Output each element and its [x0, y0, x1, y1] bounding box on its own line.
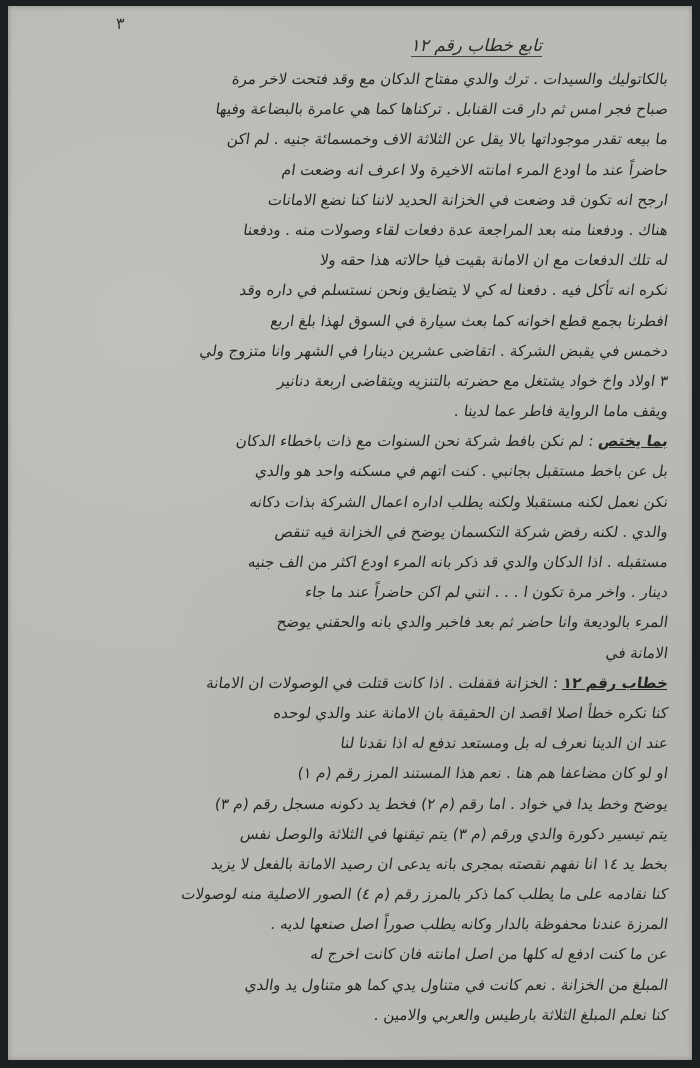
handwritten-text-body [48, 64, 668, 1030]
text-line: كنا نكره خطأ اصلا اقصد ان الحقيقة بان الامانة عند والدي لوحده [272, 703, 670, 722]
text-span: الخزانة فقفلت . اذا كانت قتلت في الوصولات ان الامانة [205, 673, 550, 692]
text-line: صباح فجر امس ثم دار قت القنابل . تركناها كما هي عامرة بالبضاعة وفيها [214, 100, 670, 119]
text-line: المبلغ من الخزانة . نعم كانت في متناول يدي كما هو متناول يد والدي [243, 975, 670, 994]
text-line: والدي . لكنه رفض شركة التكسمان يوضح في الخزانة فيه تنقص [273, 522, 670, 541]
text-line: ارجح انه تكون قد وضعت في الخزانة الحديد لاننا كنا نضع الامانات [266, 190, 670, 209]
letter-header: تابع خطاب رقم ١٢ [410, 36, 542, 56]
text-line: عن ما كنت ادفع له كلها من اصل امانته فان كانت اخرج له [309, 945, 670, 964]
text-line: خطاب رقم ١٢ : الخزانة فقفلت . اذا كانت قتلت في الوصولات ان الامانة [205, 673, 670, 692]
text-line: مستقبله . اذا الدكان والدي قد ذكر بانه المرء اودع اكثر من الف جنيه [246, 553, 670, 571]
text-span: لم نكن بافط شركة نحن السنوات مع ذات باخطاء الدكان [234, 432, 586, 451]
text-line: الامانة في [604, 643, 670, 662]
text-line: كنا نعلم المبلغ الثلاثة بارطيس والعربي والامين . [372, 1005, 670, 1024]
text-line: نكره انه تأكل فيه . دفعنا له كي لا يتضايق ونحن نستسلم في داره وقد [238, 281, 670, 300]
text-line: ما بيعه تقدر موجوداتها بالا يقل عن الثلاثة الاف وخمسمائة جنيه . لم اكن [226, 130, 670, 149]
page-number: ٣ [116, 14, 125, 33]
text-line: يتم تيسير دكورة والدي ورقم (م ٣) يتم تيقنها في الثلاثة والوصل نفس [239, 824, 670, 843]
text-line: دخمس في يقبض الشركة . اتقاضى عشرين دينارا في الشهر وانا متزوج ولي [198, 341, 670, 360]
text-line: بالكاتوليك والسيدات . ترك والدي مفتاح الدكان مع وقد فتحت لاخر مرة [230, 70, 670, 88]
text-line: ٣ اولاد واخ خواد يشتغل مع حضرته بالتنزيه ويتقاضى اربعة دنانير [276, 371, 670, 390]
text-line: بما يختص : لم نكن بافط شركة نحن السنوات مع ذات باخطاء الدكان [234, 432, 670, 451]
text-line: افطرنا بجمع قطع اخوانه كما بعث سيارة في السوق لهذا بلغ اربع [269, 311, 670, 330]
text-line: بل عن باخط مستقبل بجانبي . كنت اتهم في مسكنه واحد هو والدي [254, 462, 670, 481]
section-lead: خطاب رقم ١٢ [561, 673, 670, 692]
text-line: عند ان الدينا نعرف له بل ومستعد ندفع له اذا نقدنا لنا [339, 734, 670, 753]
text-line: ويقف ماما الرواية فاطر عما لدينا . [453, 402, 670, 421]
text-line: حاضراً عند ما اودع المرء امانته الاخيرة ولا اعرف انه وضعت ام [280, 160, 670, 179]
text-line: كنا نقادمه على ما يطلب كما ذكر بالمرز رقم (م ٤) الصور الاصلية منه لوصولات [180, 885, 670, 904]
text-line: دينار . واخر مرة تكون ا . . . انني لم اكن حاضراً عند ما جاء [303, 583, 670, 602]
section-lead: بما يختص [597, 432, 670, 451]
text-line: المرزة عندنا محفوظة بالدار وكانه يطلب صوراً اصل صنعها لديه . [269, 915, 670, 934]
text-line: المرء بالوديعة وانا حاضر ثم بعد فاخبر والدي بانه والحقني يوضح [275, 613, 670, 632]
text-line: يوضح وخط يدا في خواد . اما رقم (م ٢) فخط يد دكونه مسجل رقم (م ٣) [213, 794, 670, 813]
text-line: بخط يد ١٤ انا نفهم نقصته بمجرى بانه يدعى ان رصيد الامانة بالفعل لا يزيد [210, 854, 670, 873]
text-line: او لو كان مضاعفا هم هنا . نعم هذا المستند المرز رقم (م ١) [296, 764, 670, 783]
text-line: هناك . ودفعنا منه بعد المراجعة عدة دفعات لقاء وصولات منه . ودفعنا [242, 220, 670, 239]
text-line: نكن نعمل لكنه مستقبلا ولكنه يطلب اداره اعمال الشركة بذات دكانه [248, 492, 670, 511]
text-line: له تلك الدفعات مع ان الامانة بقيت فيا حالاته هذا حقه ولا [318, 251, 670, 270]
manuscript-page [8, 6, 692, 1060]
